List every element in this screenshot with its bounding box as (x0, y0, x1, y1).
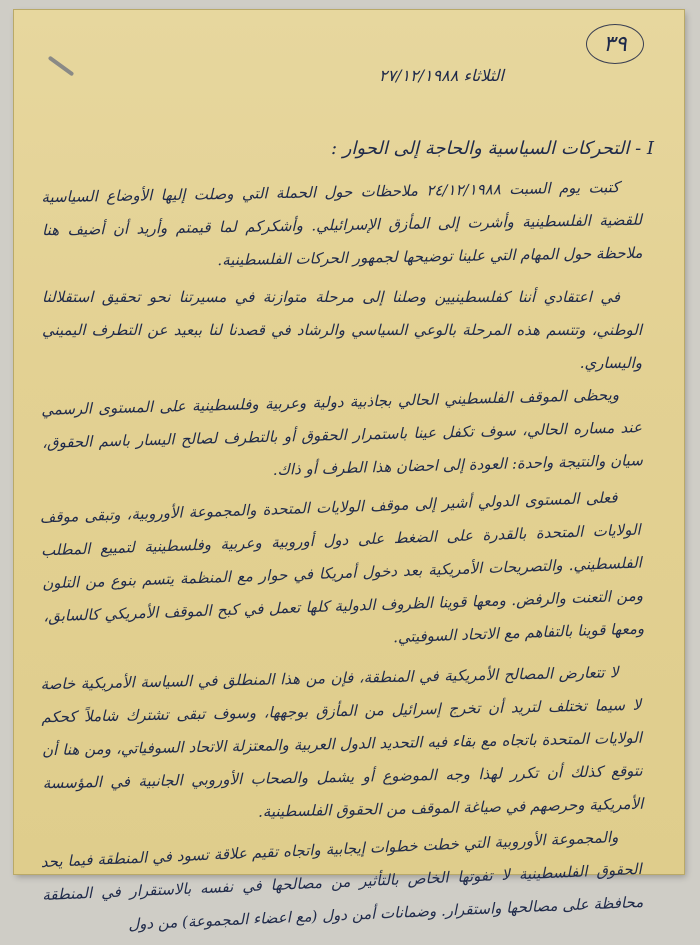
paragraph-4: فعلى المستوى الدولي أشير إلى موقف الولايات المتحدة والمجموعة الأوروبية، وتبقى موقف الولايات المتحدة بالقدرة على الضغط على دول أوروبية وعربية وفلسطينية لتمييع المطلب الفلسطيني. والتصريحات الأمريكية بعد دخول أمريكا في حوار مع المنظمة يتسم بنوع من التلون ومن التعنت والرفض. ومعها قوينا الظروف الدولية كلها تعمل في كبح الموقف الأمريكي كالسابق، ومعها قوينا بالتفاهم مع الاتحاد السوفيتي. (39, 488, 645, 647)
page-number-circle (586, 24, 644, 64)
paragraph-6: والمجموعة الأوروبية التي خطت خطوات إيجابية واتجاه تقيم علاقة تسود في المنطقة فيما يحد الحقوق الفلسطينية لا تفوتها الخاص بالتأثير من مصالحها في نفسه بالاستقرار في المنطقة محافظة على مصالحها واستقرار. وضمانات أمن دول (مع اعضاء المجموعة) من دول (40, 827, 644, 934)
document-date: الثلاثاء ٢٧/١٢/١٩٨٨ (378, 66, 504, 85)
paragraph-5: لا تتعارض المصالح الأمريكية في المنطقة، فإن من هذا المنطلق في السياسة الأمريكية خاصة لا سيما تختلف لتريد أن تخرج إسرائيل من المأزق بوجهها، وسوف تبقى تشترك شاملاً كحكم الولايات المتحدة باتجاه مع بقاء فيه التحديد الدول العربية والمعتزلة الاتحاد السوفياتي، ومن هنا أن نتوقع كذلك أن تكرر لهذا وجه الموضوع أو يشمل والصحاب الأوروبي الجانبية في المؤسسة الأمريكية وحرصهم في صياغة الموقف من الحقوق الفلسطينية. (40, 663, 644, 821)
page-number: ٣٩ (603, 31, 627, 57)
document-page (14, 10, 684, 934)
paragraph-2: في اعتقادي أننا كفلسطينيين وصلنا إلى مرحلة متوازنة في مسيرتنا نحو تحقيق استقلالنا الوطني، وتتسم هذه المرحلة بالوعي السياسي والرشاد في قصدنا لنا ببعيد عن التطرف اليميني واليساري. (42, 288, 642, 372)
staple-mark (48, 56, 75, 77)
paragraph-1: كتبت يوم السبت ٢٤/١٢/١٩٨٨ ملاحظات حول الحملة التي وصلت إليها الأوضاع السياسية للقضية الفلسطينية وأشرت إلى المأزق الإسرائيلي. وأشكركم لما قيمتم وأريد أن أضيف هنا ملاحظة حول المهام التي علينا توضيحها لجمهور الحركات الفلسطينية. (41, 178, 643, 270)
section-heading: I - التحركات السياسية والحاجة إلى الحوار : (330, 138, 654, 159)
paragraph-3: ويحظى الموقف الفلسطيني الحالي بجاذبية دولية وعربية وفلسطينية على المستوى الرسمي عند مساره الحالي، سوف تكفل عينا باستمرار الحقوق أو بالتطرف لصالح اليسار باسم الحقوق، سيان والنتيجة واحدة: العودة إلى احضان هذا الطرف أو ذاك. (40, 385, 643, 479)
document-body (39, 176, 645, 938)
